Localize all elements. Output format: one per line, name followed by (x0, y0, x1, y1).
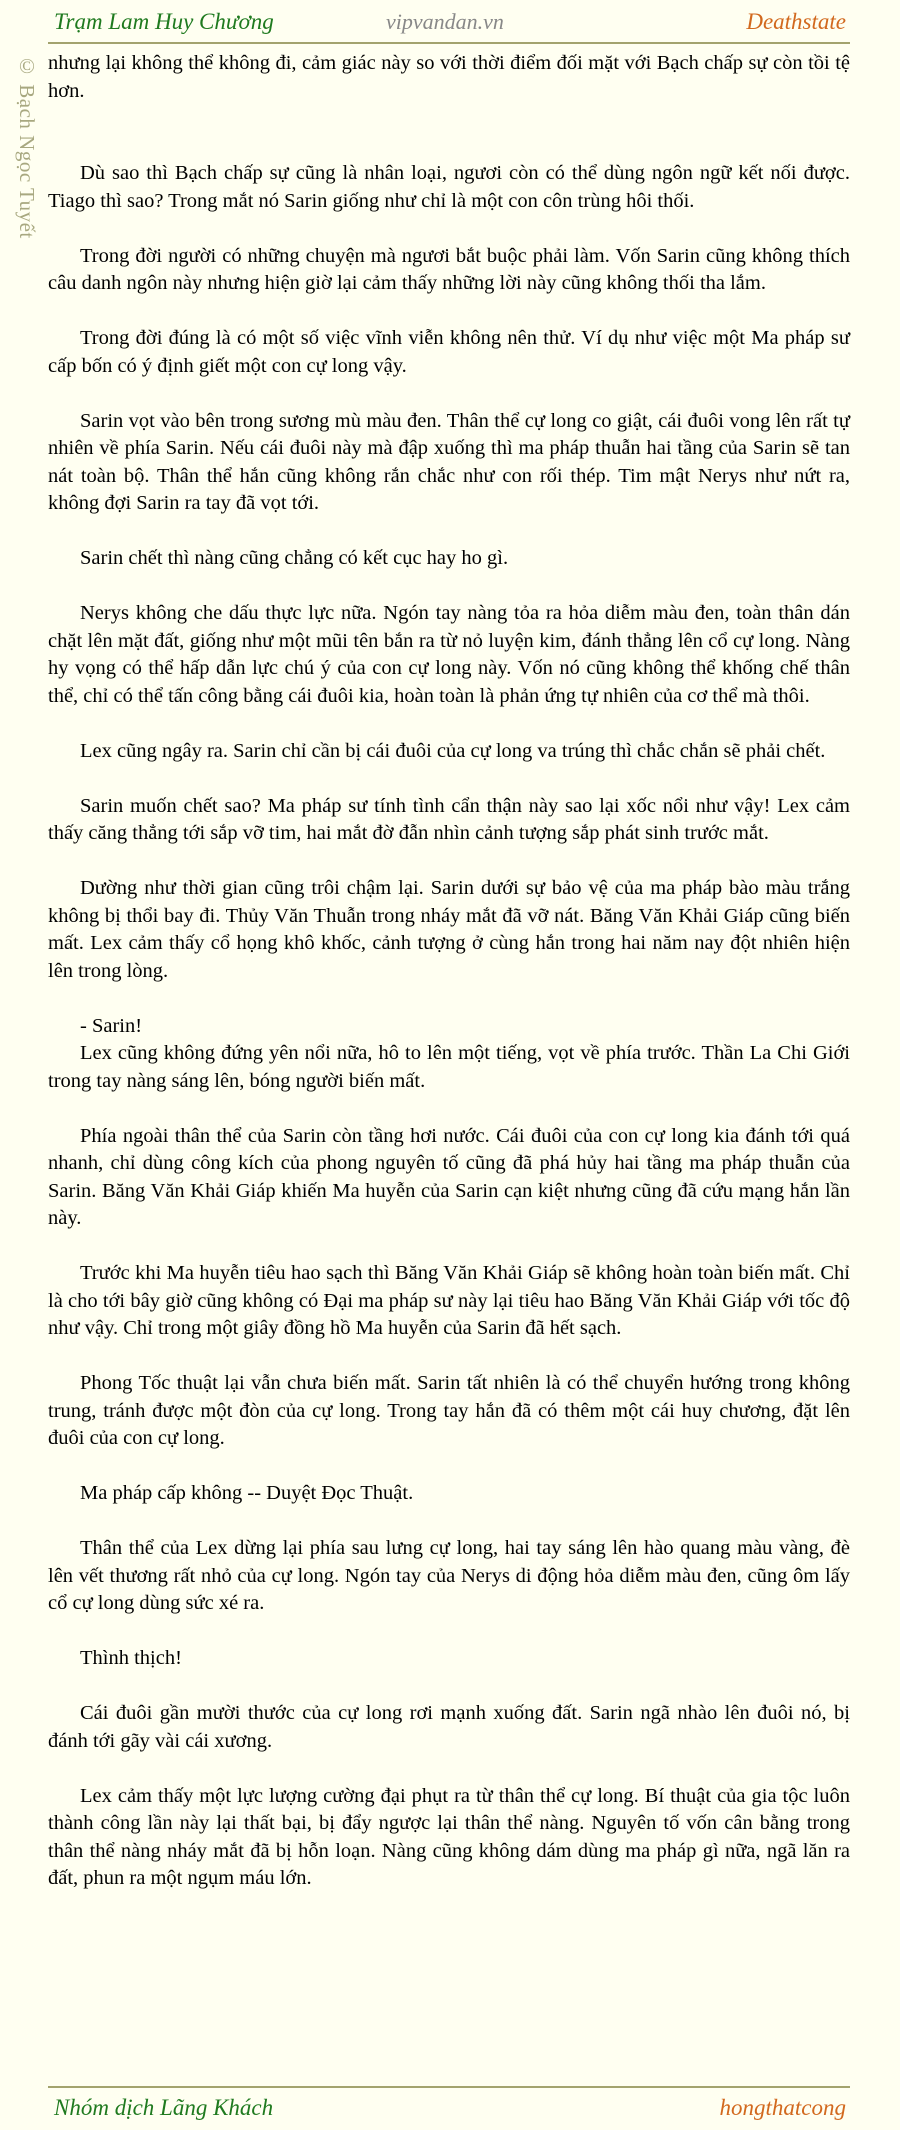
paragraph: Trước khi Ma huyễn tiêu hao sạch thì Băng Văn Khải Giáp sẽ không hoàn toàn biến mất. Chỉ là cho tới bây giờ cũng không có Đại ma pháp sư này lại tiêu hao Băng Văn Khải Giáp với tốc độ như vậy. Chỉ trong một giây đồng hồ Ma huyễn của Sarin đã hết sạch. (48, 1262, 850, 1339)
footer-translator-group: Nhóm dịch Lãng Khách (54, 2095, 274, 2120)
header-divider (48, 42, 850, 44)
paragraph: Phía ngoài thân thể của Sarin còn tầng hơi nước. Cái đuôi của con cự long kia đánh tới quá nhanh, chỉ dùng công kích của phong nguyên tố cũng đã phá hủy hai tầng ma pháp thuẫn của Sarin. Băng Văn Khải Giáp khiến Ma huyễn của Sarin cạn kiệt nhưng cũng đã cứu mạng hắn lần này. (48, 1124, 850, 1229)
paragraph: - Sarin! (80, 1014, 143, 1037)
paragraph: Phong Tốc thuật lại vẫn chưa biến mất. Sarin tất nhiên là có thể chuyển hướng trong không trung, tránh được một đòn của cự long. Trong tay hắn đã có thêm một cái huy chương, đặt lên đuôi của con cự long. (48, 1372, 850, 1449)
paragraph: Dù sao thì Bạch chấp sự cũng là nhân loại, ngươi còn có thể dùng ngôn ngữ kết nối được. Tiago thì sao? Trong mắt nó Sarin giống như chỉ là một con côn trùng hôi thối. (48, 162, 850, 212)
paragraph: Cái đuôi gần mười thước của cự long rơi mạnh xuống đất. Sarin ngã nhào lên đuôi nó, bị đánh tới gãy vài cái xương. (48, 1702, 850, 1752)
paragraph: Lex cũng không đứng yên nổi nữa, hô to lên một tiếng, vọt về phía trước. Thần La Chi Giới trong tay nàng sáng lên, bóng người biến mất. (48, 1042, 850, 1092)
paragraph: Sarin chết thì nàng cũng chẳng có kết cục hay ho gì. (80, 547, 509, 569)
paragraph: Dường như thời gian cũng trôi chậm lại. Sarin dưới sự bảo vệ của ma pháp bào màu trắng không bị thổi bay đi. Thủy Văn Thuẫn trong nháy mắt đã vỡ nát. Băng Văn Khải Giáp cũng biến mất. Lex cảm thấy cổ họng khô khốc, cảnh tượng ở cùng hắn trong hai năm nay đột nhiên hiện lên trong lòng. (48, 877, 850, 982)
paragraph: Nerys không che dấu thực lực nữa. Ngón tay nàng tỏa ra hỏa diễm màu đen, toàn thân dán chặt lên mặt đất, giống như một mũi tên bắn ra từ nỏ luyện kim, đánh thẳng lên cổ cự long. Nàng hy vọng có thể hấp dẫn lực chú ý của con cự long này. Vốn nó cũng không thể khống chế thân thể, chỉ có thể tấn công bằng cái đuôi kia, hoàn toàn là phản ứng tự nhiên của cơ thể mà thôi. (48, 602, 850, 707)
page-footer (0, 2090, 900, 2130)
paragraph: Ma pháp cấp không -- Duyệt Đọc Thuật. (80, 1482, 414, 1504)
paragraph: Sarin muốn chết sao? Ma pháp sư tính tình cẩn thận này sao lại xốc nổi như vậy! Lex cảm thấy căng thẳng tới sắp vỡ tim, hai mắt đờ đẫn nhìn cảnh tượng sắp phát sinh trước mắt. (48, 794, 850, 844)
page-header (0, 0, 900, 44)
header-site-title: Trạm Lam Huy Chương (54, 9, 274, 34)
footer-uploader: hongthatcong (719, 2095, 846, 2120)
paragraph: Thân thể của Lex dừng lại phía sau lưng cự long, hai tay sáng lên hào quang màu vàng, đè lên vết thương rất nhỏ của cự long. Ngón tay của Nerys di động hỏa diễm màu đen, cũng ôm lấy cổ cự long dùng sức xé ra. (48, 1537, 850, 1614)
footer-divider (48, 2086, 850, 2088)
paragraph: nhưng lại không thể không đi, cảm giác này so với thời điểm đối mặt với Bạch chấp sự còn tồi tệ hơn. (48, 52, 850, 102)
paragraph: Lex cũng ngây ra. Sarin chỉ cần bị cái đuôi của cự long va trúng thì chắc chắn sẽ phải chết. (80, 739, 826, 762)
paragraph: Thình thịch! (80, 1647, 182, 1669)
header-site-url[interactable]: vipvandan.vn (386, 9, 504, 34)
header-author: Deathstate (746, 9, 846, 34)
side-credit: © Bạch Ngọc Tuyết (15, 54, 39, 239)
paragraph: Lex cảm thấy một lực lượng cường đại phụt ra từ thân thể cự long. Bí thuật của gia tộc luôn thành công lần này lại thất bại, bị đẩy ngược lại thân thể nàng. Nguyên tố vốn cân bằng trong thân thể nàng nháy mắt đã bị hỗn loạn. Nàng cũng không dám dùng ma pháp gì nữa, ngã lăn ra đất, phun ra một ngụm máu lớn. (48, 1784, 850, 1889)
paragraph: Sarin vọt vào bên trong sương mù màu đen. Thân thể cự long co giật, cái đuôi vong lên rất tự nhiên về phía Sarin. Nếu cái đuôi này mà đập xuống thì ma pháp thuẫn hai tầng của Sarin sẽ tan nát toàn bộ. Thân thể hắn cũng không rắn chắc như con rối thép. Tim mật Nerys như nứt ra, không đợi Sarin ra tay đã vọt tới. (48, 409, 850, 514)
paragraph: Trong đời người có những chuyện mà ngươi bắt buộc phải làm. Vốn Sarin cũng không thích câu danh ngôn này nhưng hiện giờ lại cảm thấy những lời này cũng không thối tha lắm. (48, 244, 850, 294)
chapter-content (48, 50, 850, 1920)
paragraph: Trong đời đúng là có một số việc vĩnh viễn không nên thử. Ví dụ như việc một Ma pháp sư cấp bốn có ý định giết một con cự long vậy. (48, 327, 850, 377)
